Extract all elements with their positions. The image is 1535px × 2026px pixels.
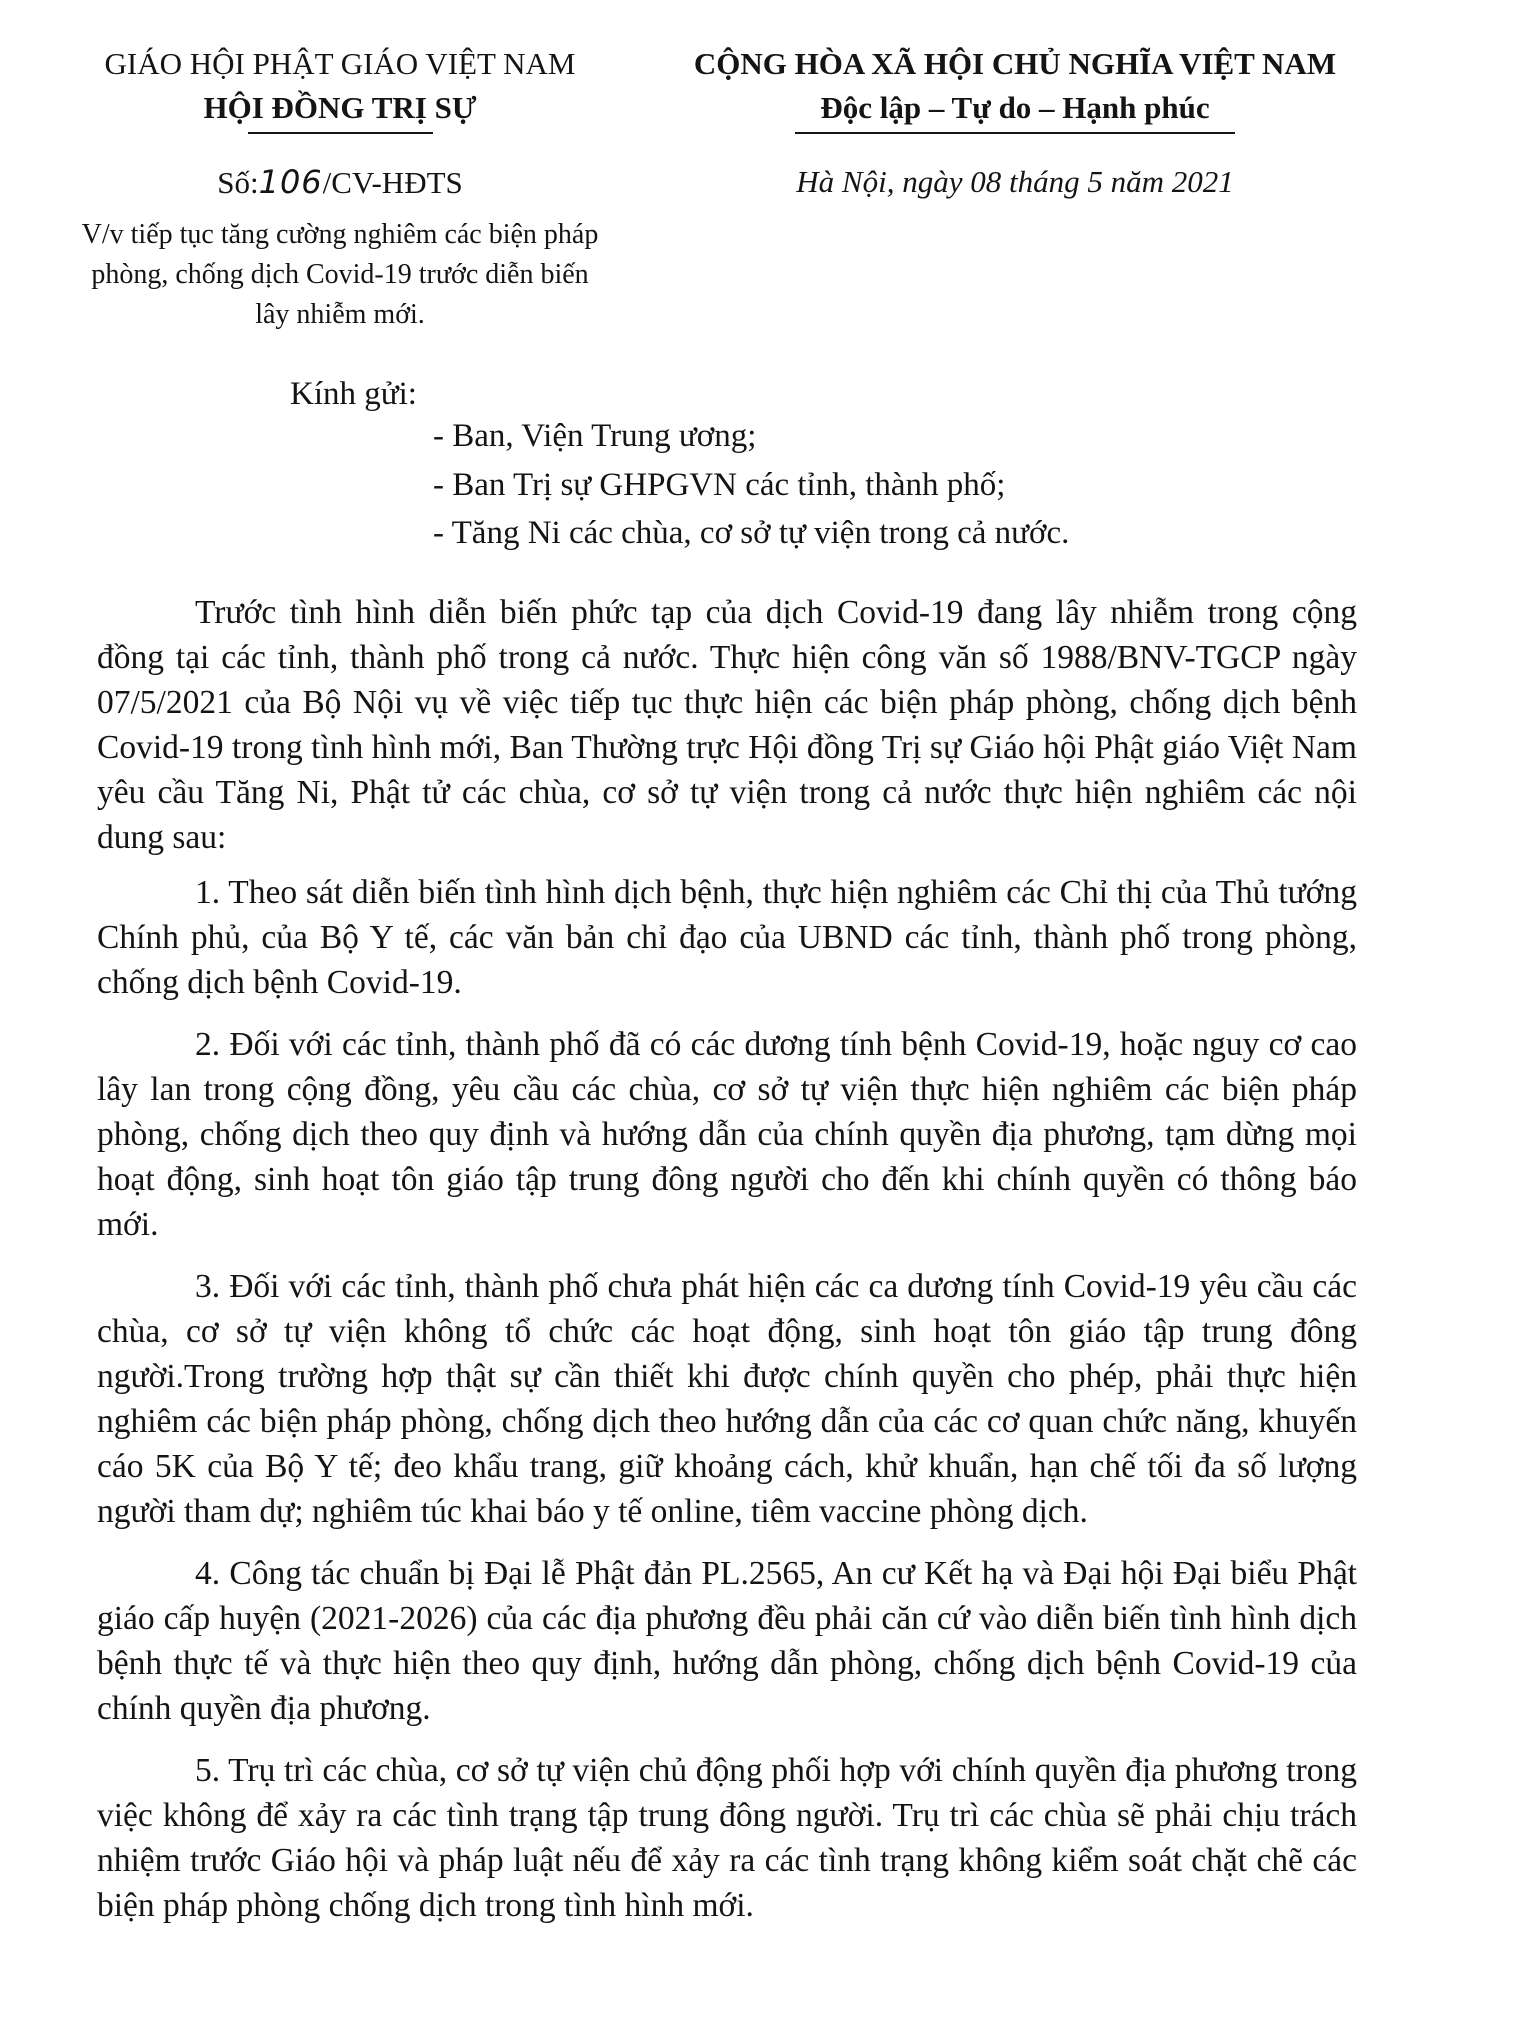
document-subject: V/v tiếp tục tăng cường nghiêm các biện pháp phòng, chống dịch Covid-19 trước diễn biến lây nhiễm mới. bbox=[81, 219, 599, 330]
nation-name: CỘNG HÒA XÃ HỘI CHỦ NGHĨA VIỆT NAM bbox=[693, 46, 1337, 81]
document-number-handwritten: 106 bbox=[258, 163, 323, 201]
document-body bbox=[97, 590, 1357, 1945]
issuer-underline bbox=[248, 132, 433, 134]
recipient-item: - Ban, Viện Trung ương; bbox=[433, 418, 757, 454]
national-heading-block bbox=[645, 42, 1385, 202]
motto-underline bbox=[795, 132, 1235, 134]
body-paragraph-item-3: 3. Đối với các tỉnh, thành phố chưa phát hiện các ca dương tính Covid-19 yêu cầu các chùa, cơ sở tự viện không tổ chức các hoạt động, sinh hoạt tôn giáo tập trung đông người.Trong trường hợp thật sự cần thiết khi được chính quyền cho phép, phải thực hiện nghiêm các biện pháp phòng, chống dịch theo hướng dẫn của các cơ quan chức năng, khuyến cáo 5K của Bộ Y tế; đeo khẩu trang, giữ khoảng cách, khử khuẩn, hạn chế tối đa số lượng người tham dự; nghiêm túc khai báo y tế online, tiêm vaccine phòng dịch. bbox=[97, 1268, 1357, 1530]
document-number-suffix: /CV-HĐTS bbox=[322, 165, 463, 200]
body-paragraph-item-4: 4. Công tác chuẩn bị Đại lễ Phật đản PL.2565, An cư Kết hạ và Đại hội Đại biểu Phật giáo cấp huyện (2021-2026) của các địa phương đều phải căn cứ vào diễn biến tình hình dịch bệnh thực tế và thực hiện theo quy định, hướng dẫn phòng, chống dịch bệnh Covid-19 của chính quyền địa phương. bbox=[97, 1555, 1357, 1727]
recipient-item: - Tăng Ni các chùa, cơ sở tự viện trong cả nước. bbox=[433, 515, 1070, 551]
place-and-date: Hà Nội, ngày 08 tháng 5 năm 2021 bbox=[796, 164, 1234, 199]
body-paragraph-item-5: 5. Trụ trì các chùa, cơ sở tự viện chủ động phối hợp với chính quyền địa phương trong việc không để xảy ra các tình trạng tập trung đông người. Trụ trì các chùa sẽ phải chịu trách nhiệm trước Giáo hội và pháp luật nếu để xảy ra các tình trạng không kiểm soát chặt chẽ các biện pháp phòng chống dịch trong tình hình mới. bbox=[97, 1752, 1357, 1924]
body-paragraph-item-1: 1. Theo sát diễn biến tình hình dịch bệnh, thực hiện nghiêm các Chỉ thị của Thủ tướng Chính phủ, của Bộ Y tế, các văn bản chỉ đạo của UBND các tỉnh, thành phố trong phòng, chống dịch bệnh Covid-19. bbox=[97, 874, 1357, 1001]
recipient-item: - Ban Trị sự GHPGVN các tỉnh, thành phố; bbox=[433, 466, 1006, 503]
recipients-list bbox=[433, 412, 1483, 558]
document-number-prefix: Số: bbox=[217, 165, 259, 200]
document-number bbox=[80, 162, 600, 203]
organization-name: GIÁO HỘI PHẬT GIÁO VIỆT NAM bbox=[104, 46, 576, 81]
issuer-block bbox=[80, 42, 600, 335]
national-motto: Độc lập – Tự do – Hạnh phúc bbox=[820, 90, 1210, 125]
body-paragraph-item-2: 2. Đối với các tỉnh, thành phố đã có các dương tính bệnh Covid-19, hoặc nguy cơ cao lây lan trong cộng đồng, yêu cầu các chùa, cơ sở tự viện thực hiện nghiêm các biện pháp phòng, chống dịch theo quy định và hướng dẫn của chính quyền địa phương, tạm dừng mọi hoạt động, sinh hoạt tôn giáo tập trung đông người cho đến khi chính quyền có thông báo mới. bbox=[97, 1026, 1357, 1243]
recipients-greeting: Kính gửi: bbox=[290, 376, 417, 412]
body-paragraph-intro: Trước tình hình diễn biến phức tạp của dịch Covid-19 đang lây nhiễm trong cộng đồng tại các tỉnh, thành phố trong cả nước. Thực hiện công văn số 1988/BNV-TGCP ngày 07/5/2021 của Bộ Nội vụ về việc tiếp tục thực hiện các biện pháp phòng, chống dịch bệnh Covid-19 trong tình hình mới, Ban Thường trực Hội đồng Trị sự Giáo hội Phật giáo Việt Nam yêu cầu Tăng Ni, Phật tử các chùa, cơ sở tự viện trong cả nước thực hiện nghiêm các nội dung sau: bbox=[97, 594, 1357, 856]
council-name: HỘI ĐỒNG TRỊ SỰ bbox=[203, 90, 477, 125]
